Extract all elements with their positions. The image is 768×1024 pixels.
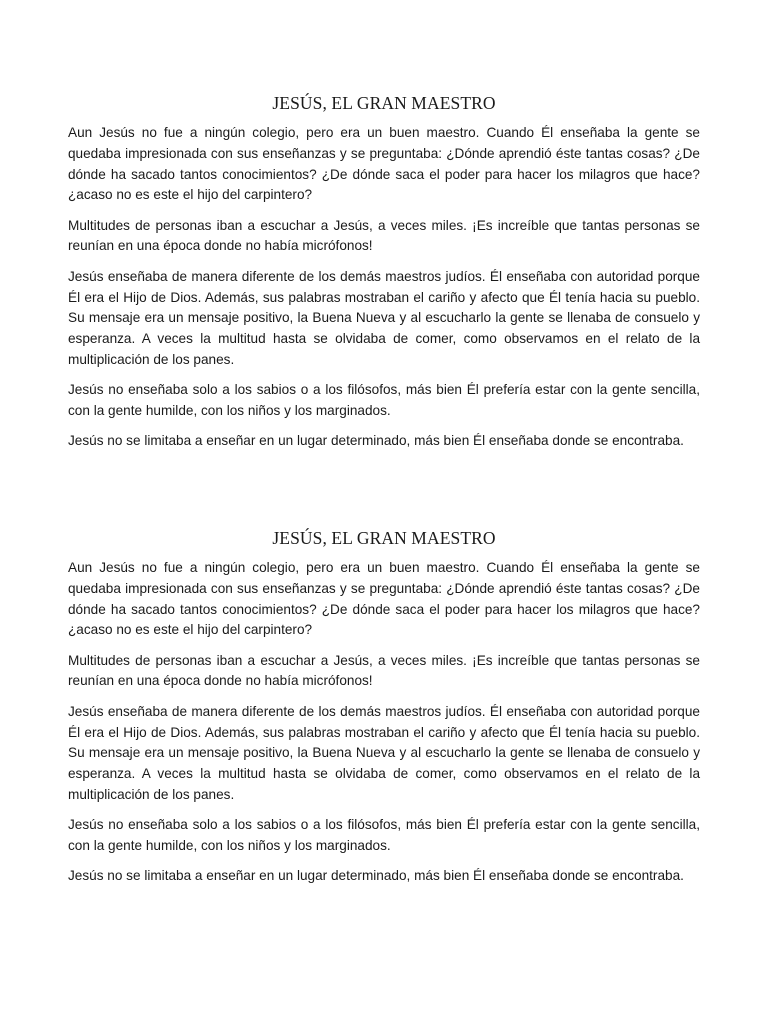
paragraph: Aun Jesús no fue a ningún colegio, pero era un buen maestro. Cuando Él enseñaba la gente se quedaba impresionada con sus enseñanzas y se preguntaba: ¿Dónde aprendió éste tantas cosas? ¿De dónde ha sacado tantos conocimientos? ¿De dónde saca el poder para hacer los milagros que hace? ¿acaso no es este el hijo del carpintero? [68, 125, 700, 203]
paragraph: Jesús enseñaba de manera diferente de los demás maestros judíos. Él enseñaba con autoridad porque Él era el Hijo de Dios. Además, sus palabras mostraban el cariño y afecto que Él tenía hacia su pueblo. Su mensaje era un mensaje positivo, la Buena Nueva y al escucharlo la gente se llenaba de consuelo y esperanza. A veces la multitud hasta se olvidaba de comer, como observamos en el relato de la multiplicación de los panes. [68, 703, 700, 802]
paragraph: Multitudes de personas iban a escuchar a Jesús, a veces miles. ¡Es increíble que tantas personas se reunían en una época donde no había micrófonos! [68, 652, 700, 689]
paragraph: Jesús no enseñaba solo a los sabios o a los filósofos, más bien Él prefería estar con la gente sencilla, con la gente humilde, con los niños y los marginados. [68, 382, 700, 419]
paragraph: Jesús no se limitaba a enseñar en un lugar determinado, más bien Él enseñaba donde se encontraba. [68, 433, 684, 449]
section-title: JESÚS, EL GRAN MAESTRO [272, 528, 496, 548]
paragraph: Multitudes de personas iban a escuchar a Jesús, a veces miles. ¡Es increíble que tantas personas se reunían en una época donde no había micrófonos! [68, 217, 700, 254]
paragraph: Jesús no se limitaba a enseñar en un lugar determinado, más bien Él enseñaba donde se encontraba. [68, 868, 684, 884]
paragraph: Jesús no enseñaba solo a los sabios o a los filósofos, más bien Él prefería estar con la gente sencilla, con la gente humilde, con los niños y los marginados. [68, 817, 700, 854]
document-section [68, 527, 700, 897]
section-title: JESÚS, EL GRAN MAESTRO [272, 93, 496, 113]
paragraph: Jesús enseñaba de manera diferente de los demás maestros judíos. Él enseñaba con autoridad porque Él era el Hijo de Dios. Además, sus palabras mostraban el cariño y afecto que Él tenía hacia su pueblo. Su mensaje era un mensaje positivo, la Buena Nueva y al escucharlo la gente se llenaba de consuelo y esperanza. A veces la multitud hasta se olvidaba de comer, como observamos en el relato de la multiplicación de los panes. [68, 268, 700, 367]
document-section [68, 92, 700, 462]
paragraph: Aun Jesús no fue a ningún colegio, pero era un buen maestro. Cuando Él enseñaba la gente se quedaba impresionada con sus enseñanzas y se preguntaba: ¿Dónde aprendió éste tantas cosas? ¿De dónde ha sacado tantos conocimientos? ¿De dónde saca el poder para hacer los milagros que hace? ¿acaso no es este el hijo del carpintero? [68, 560, 700, 638]
